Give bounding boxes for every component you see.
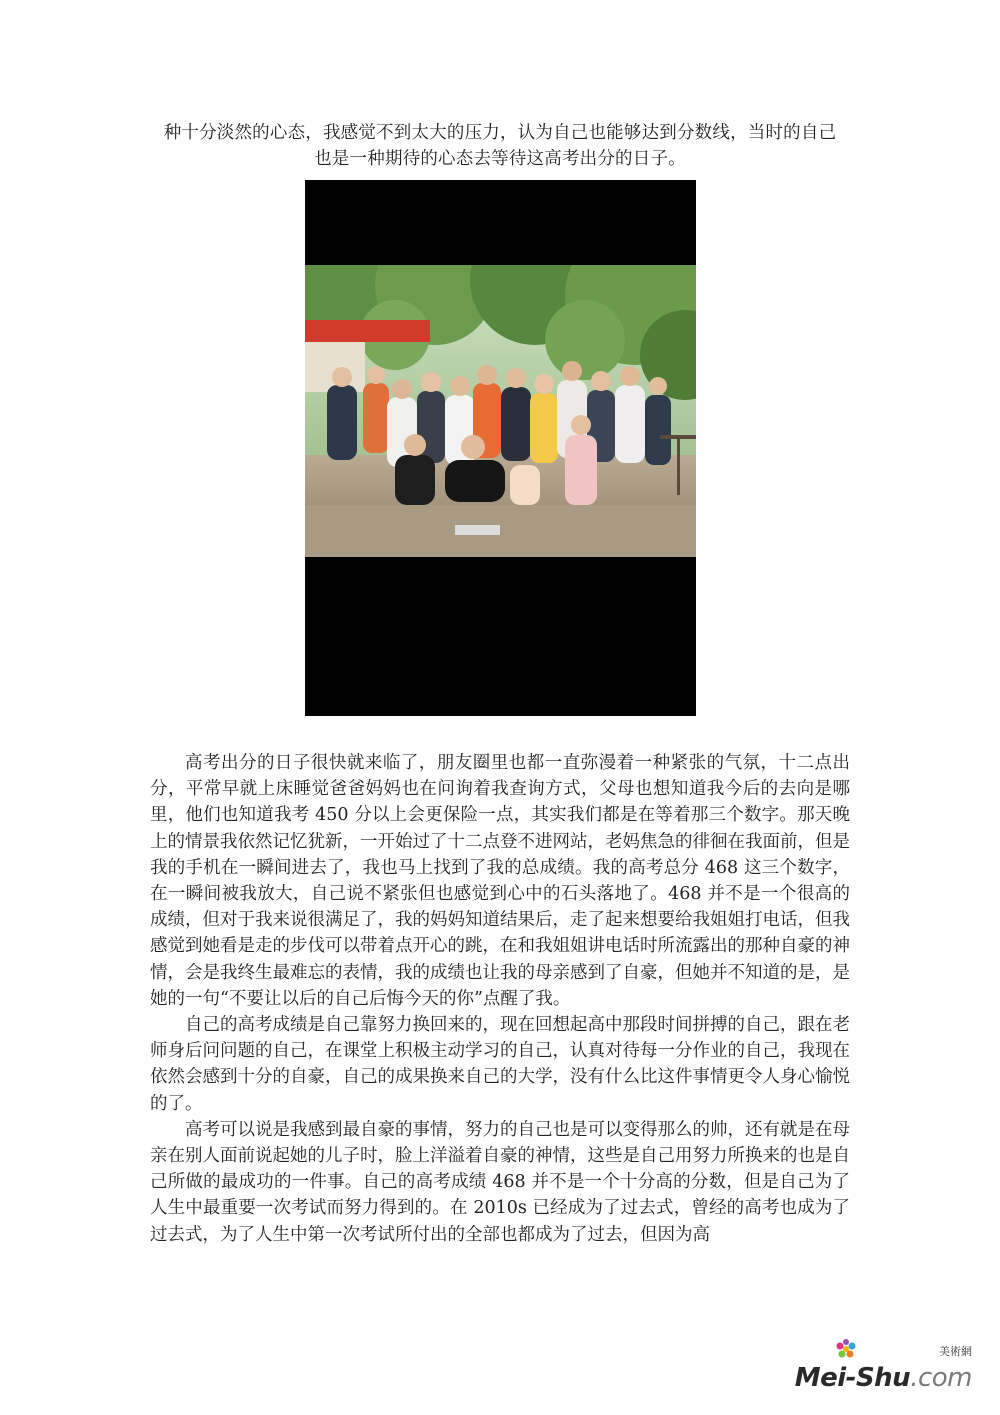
group-photo — [305, 265, 696, 557]
watermark-brand — [795, 1363, 972, 1393]
intro-line-1: 种十分淡然的心态，我感觉不到太大的压力，认为自己也能够达到分数线，当时的自己 — [163, 123, 837, 143]
paragraph-3: 高考可以说是我感到最自豪的事情，努力的自己也是可以变得那么的帅，还有就是在母亲在别人面前说起她的儿子时，脸上洋溢着自豪的神情，这些是自己用努力所换来的也是自己所做的最成功的一件事。自己的高考成绩 468 并不是一个十分高的分数，但是自己为了人生中最重要一次考试而努力得到的。在 2010s 已经成为了过去式，曾经的高考也成为了过去式，为了人生中第一次考试所付出的全部也都成为了过去，但因为高 — [150, 1119, 850, 1245]
group-photo-image — [305, 265, 696, 557]
paragraph-2: 自己的高考成绩是自己靠努力换回来的，现在回想起高中那段时间拼搏的自己，跟在老师身后问问题的自己，在课堂上积极主动学习的自己，认真对待每一分作业的自己，我现在依然会感到十分的自豪，自己的成果换来自己的大学，没有什么比这件事情更令人身心愉悦的了。 — [150, 1015, 850, 1114]
watermark-brand-suffix: .com — [910, 1363, 972, 1393]
flower-icon — [834, 1339, 858, 1359]
intro-line-2: 也是一种期待的心态去等待这高考出分的日子。 — [314, 149, 686, 169]
watermark-brand-name: Mei-Shu — [794, 1363, 911, 1393]
body-text — [150, 750, 850, 1248]
paragraph-1: 高考出分的日子很快就来临了，朋友圈里也都一直弥漫着一种紧张的气氛，十二点出分，平常早就上床睡觉爸爸妈妈也在问询着我查询方式，父母也想知道我今后的去向是哪里，他们也知道我考 450 分以上会更保险一点，其实我们都是在等着那三个数字。那天晚上的情景我依然记忆犹新，一开始过了十二点登不进网站，老妈焦急的徘徊在我面前，但是我的手机在一瞬间进去了，我也马上找到了我的总成绩。我的高考总分 468 这三个数字，在一瞬间被我放大，自己说不紧张但也感觉到心中的石头落地了。468 并不是一个很高的成绩，但对于我来说很满足了，我的妈妈知道结果后，走了起来想要给我姐姐打电话，但我感觉到她看是走的步伐可以带着点开心的跳，在和我姐姐讲电话时所流露出的那种自豪的神情，会是我终生最难忘的表情，我的成绩也让我的母亲感到了自豪，但她并不知道的是，是她的一句“不要让以后的自己后悔今天的你”点醒了我。 — [150, 753, 850, 1009]
photo-frame — [305, 180, 696, 716]
watermark-logo — [782, 1345, 972, 1393]
intro-text — [150, 120, 850, 172]
watermark-chinese: 美術網 — [939, 1345, 972, 1358]
